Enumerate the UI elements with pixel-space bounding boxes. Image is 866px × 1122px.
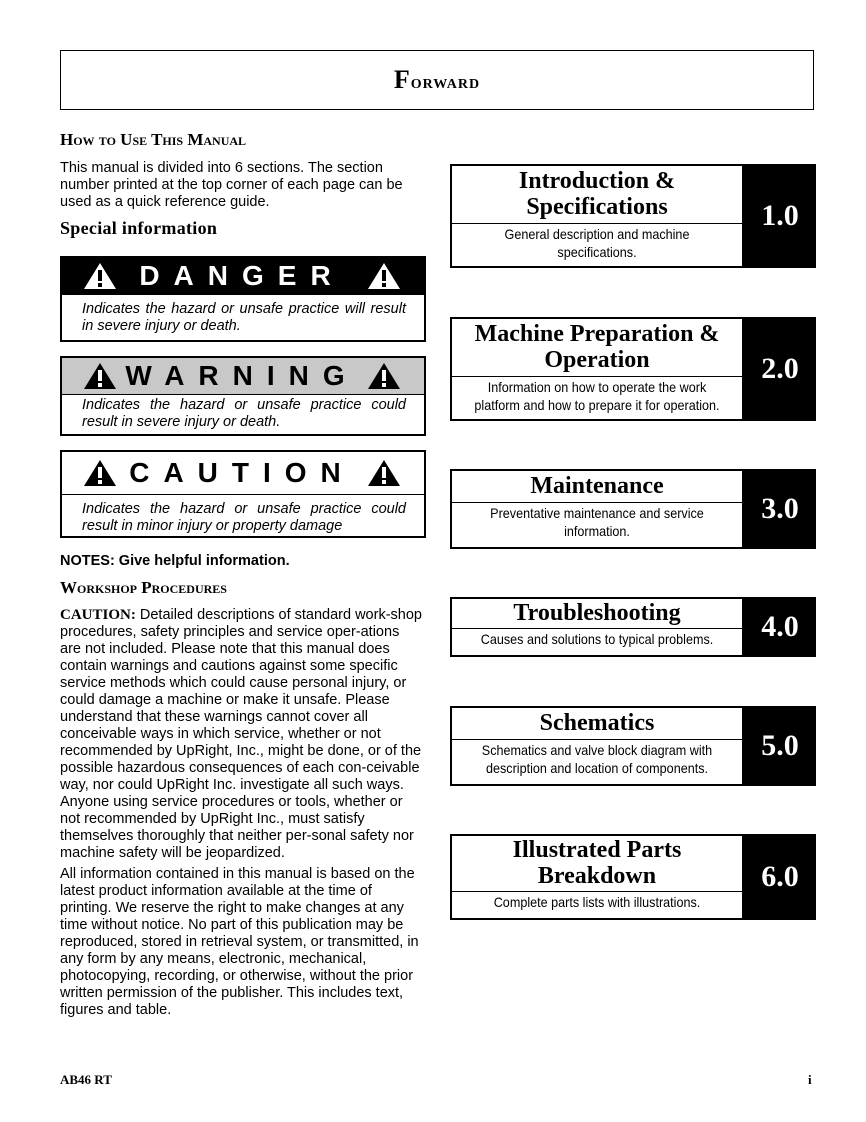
- warning-box: [60, 356, 426, 436]
- section-1-box[interactable]: [450, 164, 816, 268]
- warning-alert-icon: [82, 361, 118, 391]
- section-1-number: 1.0: [744, 164, 816, 268]
- section-6-content: [450, 834, 744, 920]
- workshop-p1-text: Detailed descriptions of standard work-shop procedures, safety principles and service oper-ations are not included. Please note that this manual does contain warnings and cautions against some specific service methods which could cause personal injury, or could damage a machine or make it unsafe. Please understand that these warnings cannot cover all conceivable ways in which service, whether or not recommended by UpRight, Inc., might be done, or of the possible hazardous consequences of each con-ceivable way, nor could UpRight Inc. investigate all such ways. Anyone using service procedures or tools, whether or not recommended by UpRight Inc., must satisfy themselves thoroughly that neither per-sonal safety nor machine safety will be jeopardized.: [60, 607, 422, 861]
- section-4-number: 4.0: [744, 597, 816, 657]
- warning-alert-icon-right: [366, 361, 402, 391]
- section-1-title: Introduction & Specifications: [518, 168, 676, 220]
- warning-word: WARNING: [125, 360, 359, 391]
- warning-banner: [62, 358, 424, 394]
- notes-text: NOTES: Give helpful information.: [60, 553, 290, 569]
- caution-alert-icon-right: [366, 458, 402, 488]
- danger-alert-icon-right: [366, 261, 402, 291]
- section-3-box[interactable]: [450, 469, 816, 549]
- caution-word: CAUTION: [129, 457, 355, 488]
- section-2-content: [450, 317, 744, 421]
- caution-text: Indicates the hazard or unsafe practice could result in minor injury or property damage: [62, 494, 424, 539]
- warning-text: Indicates the hazard or unsafe practice could result in severe injury or death.: [62, 394, 424, 435]
- section-5-content: [450, 706, 744, 786]
- section-4-title: Troubleshooting: [513, 600, 681, 626]
- page-title-box: [60, 50, 814, 110]
- section-5-desc: Schematics and valve block diagram with description and location of components.: [481, 742, 713, 776]
- section-2-number: 2.0: [744, 317, 816, 421]
- caution-banner: [62, 452, 424, 494]
- section-2-box[interactable]: [450, 317, 816, 421]
- special-info-heading: Special information: [60, 218, 218, 238]
- page-title: Forward: [393, 65, 481, 94]
- danger-text: Indicates the hazard or unsafe practice will result in severe injury or death.: [62, 294, 424, 339]
- section-1-content: [450, 164, 744, 268]
- section-5-number: 5.0: [744, 706, 816, 786]
- workshop-paragraph-2: All information contained in this manual is based on the latest product information available at the time of printing. We reserve the right to make changes at any time without notice. No part of this publication may be reproduced, stored in retrieval system, or transmitted, in any form by any means, electronic, mechanical, photocopying, recording, or otherwise, without the prior written permission of the publisher. This includes text, figures and table.: [60, 866, 419, 1018]
- caution-box: [60, 450, 426, 538]
- how-to-heading: How to Use This Manual: [60, 130, 247, 149]
- danger-banner: [62, 258, 424, 294]
- danger-box: [60, 256, 426, 342]
- section-3-content: [450, 469, 744, 549]
- section-6-title: Illustrated Parts Breakdown: [512, 837, 682, 889]
- section-4-desc: Causes and solutions to typical problems.: [480, 631, 714, 647]
- danger-word: DANGER: [139, 260, 345, 291]
- section-6-number: 6.0: [744, 834, 816, 920]
- workshop-caution-label: CAUTION:: [60, 607, 136, 623]
- section-5-title: Schematics: [539, 710, 655, 736]
- section-6-box[interactable]: [450, 834, 816, 920]
- caution-alert-icon: [82, 458, 118, 488]
- workshop-paragraph-1: [60, 607, 424, 862]
- footer-page-number: i: [808, 1072, 812, 1087]
- workshop-heading: Workshop Procedures: [60, 578, 227, 597]
- section-4-content: [450, 597, 744, 657]
- section-6-desc: Complete parts lists with illustrations.: [493, 894, 701, 910]
- section-4-box[interactable]: [450, 597, 816, 657]
- section-2-title: Machine Preparation & Operation: [474, 321, 720, 373]
- section-3-number: 3.0: [744, 469, 816, 549]
- section-5-box[interactable]: [450, 706, 816, 786]
- how-to-text: This manual is divided into 6 sections. The section number printed at the top corner of each page can be used as a quick reference guide.: [60, 160, 403, 210]
- footer-model: AB46 RT: [60, 1072, 112, 1087]
- section-3-title: Maintenance: [530, 473, 664, 499]
- section-1-desc: General description and machine specifications.: [504, 226, 690, 260]
- section-3-desc: Preventative maintenance and service information.: [490, 505, 704, 539]
- section-2-desc: Information on how to operate the work platform and how to prepare it for operation.: [474, 379, 720, 413]
- danger-alert-icon: [82, 261, 118, 291]
